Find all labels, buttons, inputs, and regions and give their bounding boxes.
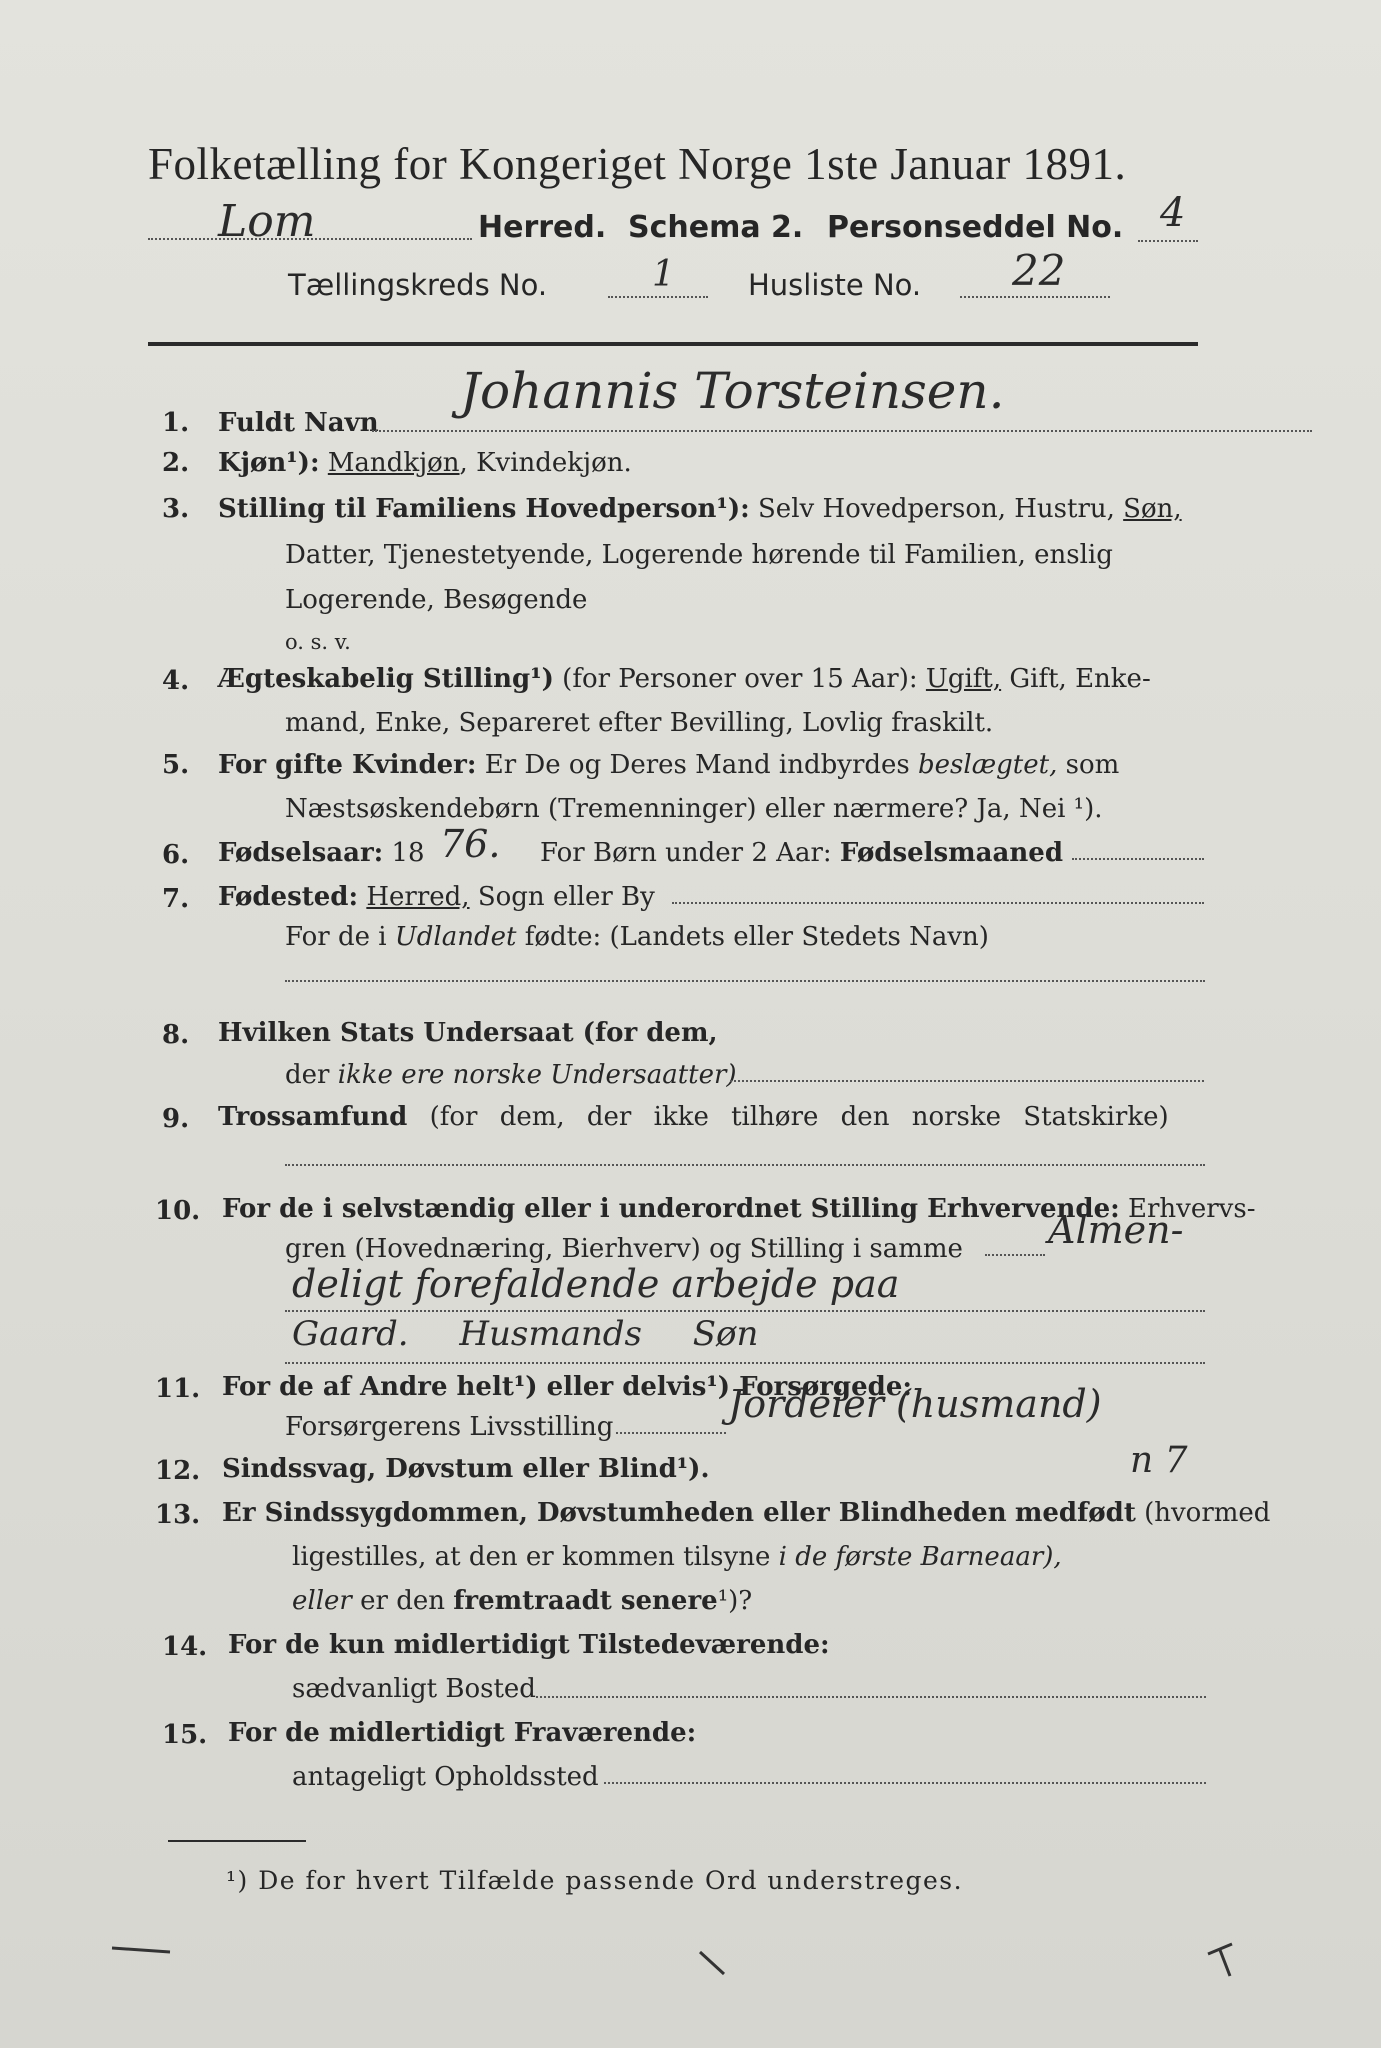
personseddel-label: Personseddel No.	[827, 210, 1124, 245]
q6-prefix: 18	[391, 838, 425, 868]
q10-answer3: Gaard. Husmands Søn	[292, 1314, 759, 1354]
q8-line2a: der	[285, 1060, 330, 1090]
q10-dotted-line3	[285, 1362, 1205, 1364]
q9-dotted-line	[285, 1164, 1205, 1166]
husliste-value: 22	[1012, 246, 1066, 295]
q13-label-b: medfødt	[1014, 1498, 1136, 1528]
q7-label: Fødested:	[218, 882, 359, 912]
q7-line1	[218, 882, 655, 912]
q7-rest: Sogn eller By	[477, 882, 655, 912]
q3-option-son: Søn,	[1123, 494, 1182, 524]
herred-label: Herred.	[478, 210, 607, 245]
q12-answer: n 7	[1130, 1440, 1188, 1481]
q14-number: 14.	[162, 1632, 208, 1662]
q13-line1	[222, 1498, 1270, 1528]
q15-dotted-line	[604, 1782, 1206, 1784]
header-rule	[148, 342, 1198, 346]
q7-line2b: fødte: (Landets eller Stedets Navn)	[524, 922, 989, 952]
q1-label: Fuldt Navn	[218, 408, 379, 438]
herred-value: Lom	[218, 196, 316, 247]
herred-dotted-line	[148, 238, 472, 240]
q7-line2a: For de i	[285, 922, 387, 952]
q8-label: Hvilken Stats Undersaat (for dem,	[218, 1018, 718, 1048]
personseddel-dotted-line	[1138, 240, 1198, 242]
q13-line3-italic: eller	[292, 1586, 352, 1616]
q7-option-herred: Herred,	[366, 882, 470, 912]
q5-text1: Er De og Deres Mand indbyrdes	[484, 750, 910, 780]
q4-line1	[218, 664, 1151, 694]
q15-line2: antageligt Opholdssted	[292, 1762, 599, 1792]
q8-number: 8.	[162, 1020, 190, 1050]
q3-line3: Logerende, Besøgende	[285, 585, 588, 615]
kreds-value: 1	[652, 254, 675, 295]
q10-line2: gren (Hovednæring, Bierhverv) og Stilling i samme	[285, 1234, 963, 1264]
q9-line	[218, 1102, 1169, 1132]
q6-label: Fødselsaar:	[218, 838, 384, 868]
q2-label: Kjøn¹):	[218, 448, 320, 478]
kreds-label: Tællingskreds No.	[288, 268, 548, 302]
q13-line3	[292, 1586, 752, 1616]
q10-dotted-line2	[285, 1310, 1205, 1312]
q3-text1: Selv Hovedperson, Hustru,	[758, 494, 1115, 524]
q9-number: 9.	[162, 1104, 190, 1134]
q14-dotted-line	[536, 1696, 1206, 1698]
q7-line2	[285, 922, 989, 952]
q3-label: Stilling til Familiens Hovedperson¹):	[218, 494, 750, 524]
q1-answer: Johannis Torsteinsen.	[460, 362, 1005, 420]
q4-text1b: Gift, Enke-	[1009, 664, 1151, 694]
q5-label: For gifte Kvinder:	[218, 750, 477, 780]
q10-number: 10.	[155, 1196, 201, 1226]
q11-number: 11.	[155, 1374, 201, 1404]
q11-label: For de af Andre helt¹) eller delvis¹) Forsørgede:	[222, 1372, 912, 1402]
q13-label: Er Sindssygdommen, Døvstumheden eller Blindheden	[222, 1498, 1007, 1528]
q11-dotted-line	[616, 1432, 726, 1434]
q10-answer2: deligt forefaldende arbejde paa	[292, 1262, 900, 1306]
q5-number: 5.	[162, 750, 190, 780]
q10-label-b: Erhvervs-	[1128, 1194, 1256, 1224]
q11-line2: Forsørgerens Livsstilling	[285, 1412, 614, 1442]
q4-option-ugift: Ugift,	[925, 664, 1002, 694]
personseddel-value: 4	[1160, 190, 1186, 236]
q1-dotted-line	[372, 430, 1312, 432]
q2-option-mandkjon: Mandkjøn	[327, 448, 460, 478]
q12-label: Sindssvag, Døvstum eller Blind¹).	[222, 1454, 710, 1484]
q7-number: 7.	[162, 884, 190, 914]
q5-line2: Næstsøskendebørn (Tremenninger) eller nærmere? Ja, Nei ¹).	[285, 794, 1103, 824]
q3-number: 3.	[162, 494, 190, 524]
q7-dotted-line2	[285, 980, 1205, 982]
schema-label: Schema 2.	[628, 210, 804, 245]
q3-line1	[218, 494, 1182, 524]
q13-number: 13.	[155, 1500, 201, 1530]
q6-answer: 76.	[440, 822, 501, 866]
q9-label: Trossamfund	[218, 1102, 408, 1132]
q7-dotted-line	[672, 902, 1204, 904]
q3-line4: o. s. v.	[285, 630, 351, 654]
q13-line3c: ¹)?	[717, 1586, 753, 1616]
q6-rest	[540, 838, 1063, 868]
q4-line2: mand, Enke, Separeret efter Bevilling, Lovlig fraskilt.	[285, 708, 994, 738]
footnote-rule	[168, 1840, 306, 1842]
q2-option-kvindekjon: , Kvindekjøn.	[459, 448, 632, 478]
q10-label: For de i selvstændig eller i underordnet Stilling Erhvervende:	[222, 1194, 1120, 1224]
q2-number: 2.	[162, 448, 190, 478]
husliste-dotted-line	[960, 296, 1110, 298]
q13-line3b: fremtraadt senere	[453, 1586, 718, 1616]
q13-line2-italic: i de første Barneaar),	[778, 1542, 1062, 1572]
q10-answer1: Almen-	[1048, 1208, 1184, 1252]
q13-line3a: er den	[360, 1586, 445, 1616]
q15-label: For de midlertidigt Fraværende:	[228, 1718, 697, 1748]
q15-number: 15.	[162, 1720, 208, 1750]
q5-line1	[218, 750, 1119, 780]
q6-rest-text: For Børn under 2 Aar:	[540, 838, 832, 868]
q4-text1: (for Personer over 15 Aar):	[562, 664, 918, 694]
q3-line2: Datter, Tjenestetyende, Logerende hørende til Familien, enslig	[285, 540, 1113, 570]
q14-line2: sædvanligt Bosted	[292, 1674, 536, 1704]
husliste-label: Husliste No.	[748, 268, 922, 302]
q6-rest-bold: Fødselsmaaned	[839, 838, 1064, 868]
q10-dotted-line	[985, 1254, 1045, 1256]
paper-marks	[0, 1900, 1381, 2048]
q1-number: 1.	[162, 408, 190, 438]
q6-dotted-line	[1072, 858, 1204, 860]
q4-label: Ægteskabelig Stilling¹)	[218, 664, 554, 694]
q6-number: 6.	[162, 840, 190, 870]
q5-text1b: som	[1065, 750, 1120, 780]
q12-number: 12.	[155, 1456, 201, 1486]
q13-line2	[292, 1542, 1062, 1572]
q13-rest: (hvormed	[1144, 1498, 1271, 1528]
q4-number: 4.	[162, 666, 190, 696]
q8-line2	[285, 1060, 737, 1090]
q9-rest: (for dem, der ikke tilhøre den norske Statskirke)	[429, 1102, 1169, 1132]
q2-line	[218, 448, 632, 478]
q5-text1-italic: beslægtet,	[918, 750, 1058, 780]
q6-line	[218, 838, 425, 868]
q8-dotted-line	[730, 1080, 1204, 1082]
q11-answer: Jordeier (husmand)	[728, 1382, 1102, 1426]
kreds-dotted-line	[608, 296, 708, 298]
footnote: ¹) De for hvert Tilfælde passende Ord understreges.	[226, 1866, 964, 1895]
q7-line2-italic: Udlandet	[394, 922, 517, 952]
q14-label: For de kun midlertidigt Tilstedeværende:	[228, 1630, 830, 1660]
q8-line2-italic: ikke ere norske Undersaatter)	[337, 1060, 737, 1090]
form-title: Folketælling for Kongeriget Norge 1ste Januar 1891.	[148, 139, 1127, 189]
q13-line2a: ligestilles, at den er kommen tilsyne	[292, 1542, 771, 1572]
